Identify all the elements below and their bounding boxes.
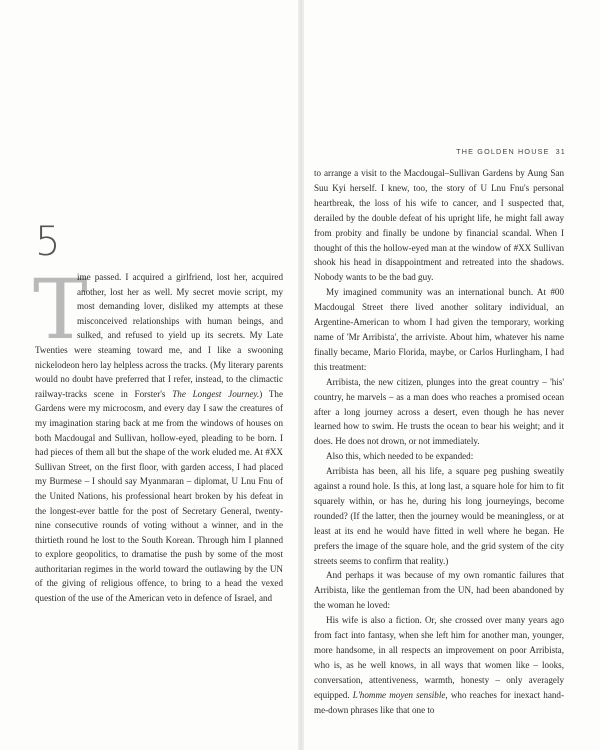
chapter-number: 5 bbox=[35, 219, 61, 265]
paragraph: My imagined community was an international bunch. At #00 Macdougal Street there lived another solitary individual, an Argentine-American to whom I had given the temporary, working name of 'Mr Arribista', the arriviste. About him, whatever his name finally became, Mario Florida, maybe, or Carlos Hurlingham, I had this treatment: bbox=[314, 287, 564, 372]
paragraph bbox=[314, 613, 564, 717]
drop-cap: T bbox=[33, 263, 88, 358]
drop-cap-space bbox=[35, 270, 77, 342]
paragraph: Arribista, the new citizen, plunges into the great country – 'his' country, he marvels – as a man does who reaches a promised ocean after a long journey across a desert, even though he has never learned how to swim. He trusts the ocean to bear his weight; and it does. He does not drown, or not immediately. bbox=[314, 376, 564, 447]
paragraph bbox=[33, 263, 284, 606]
paragraph-text-rest: ) The Gardens were my microcosm, and every day I saw the creatures of my imagination staring back at me from the windows of houses on both Macdougal and Sullivan, hollow-eyed, pleading to be born. I had pieces of them all but the shape of the work eluded me. At #XX Sullivan Street, on the first floor, with garden access, I had placed my Burmese – I should say Myanmaran – diplomat, U Lnu Fnu of the United Nations, his professional heart broken by his defeat in the longest-ever battle for the post of Secretary General, twenty-nine consecutive rounds of voting without a winner, and in the thirtieth round he lost to the South Korean. Through him I planned to explore geopolitics, to dramatise the push by some of the most authoritarian regimes in the world toward the outlawing by the UN of the giving of religious offence, to bring to a head the vexed question of the use of the American veto in defence of Israel, and bbox=[35, 388, 284, 604]
book-title-italic: The Longest Journey. bbox=[172, 388, 260, 399]
running-head bbox=[456, 147, 566, 156]
left-page bbox=[0, 0, 298, 750]
running-head-title: THE GOLDEN HOUSE bbox=[456, 147, 550, 156]
right-body-text bbox=[314, 166, 564, 718]
paragraph-text: ime passed. I acquired a girlfriend, lost her, acquired another, lost her as well. My secret movie script, my most demanding lover, disliked my attempts at these misconceived relationships with human beings, and sulked, and refused to yield up its secrets. My Late Twenties were steaming toward me, and I like a swooning nickelodeon hero lay helpless across the tracks. (My literary parents would no doubt have preferred that I refer, instead, to the climactic railway-tracks scene in Forster's bbox=[35, 272, 283, 399]
paragraph: to arrange a visit to the Macdougal–Sullivan Gardens by Aung San Suu Kyi herself. I knew, too, the story of U Lnu Fnu's personal heartbreak, the loss of his wife to cancer, and I suspected that, derailed by the double defeat of his upright life, he might fall away from probity and finally be undone by financial scandal. When I thought of this the hollow-eyed man at the window of #XX Sullivan shook his head in disappointment and retreated into the shadows. Nobody wants to be the bad guy. bbox=[314, 168, 564, 283]
paragraph: Arribista has been, all his life, a square peg pushing sweatily against a round hole. Is this, at long last, a square hole for him to fit squarely within, or has he, during his long journeyings, become rounded? (If the latter, then the journey would be meaningless, or at least at its end he would have fitted in well where he began. He prefers the image of the square hole, and the grid system of the city streets seems to confirm that reality.) bbox=[314, 466, 564, 566]
italic-phrase: L'homme moyen sensible bbox=[352, 689, 446, 700]
page-number: 31 bbox=[555, 147, 566, 156]
paragraph-text: His wife is also a fiction. Or, she crossed over many years ago from fact into fantasy, when she left him for another man, younger, more handsome, in all respects an improvement on poor Arribista, who is, as he well knows, in all ways that women like – looks, conversation, attentiveness, warmth, honesty – only averagely equipped. bbox=[314, 615, 564, 700]
paragraph: And perhaps it was because of my own romantic failures that Arribista, like the gentleman from the UN, had been abandoned by the woman he loved: bbox=[314, 570, 564, 611]
paragraph-text-rest: , who reaches for inexact hand-me-down phrases like that one to bbox=[314, 689, 564, 715]
paragraph: Also this, which needed to be expanded: bbox=[326, 451, 474, 462]
left-body-text bbox=[33, 263, 284, 606]
